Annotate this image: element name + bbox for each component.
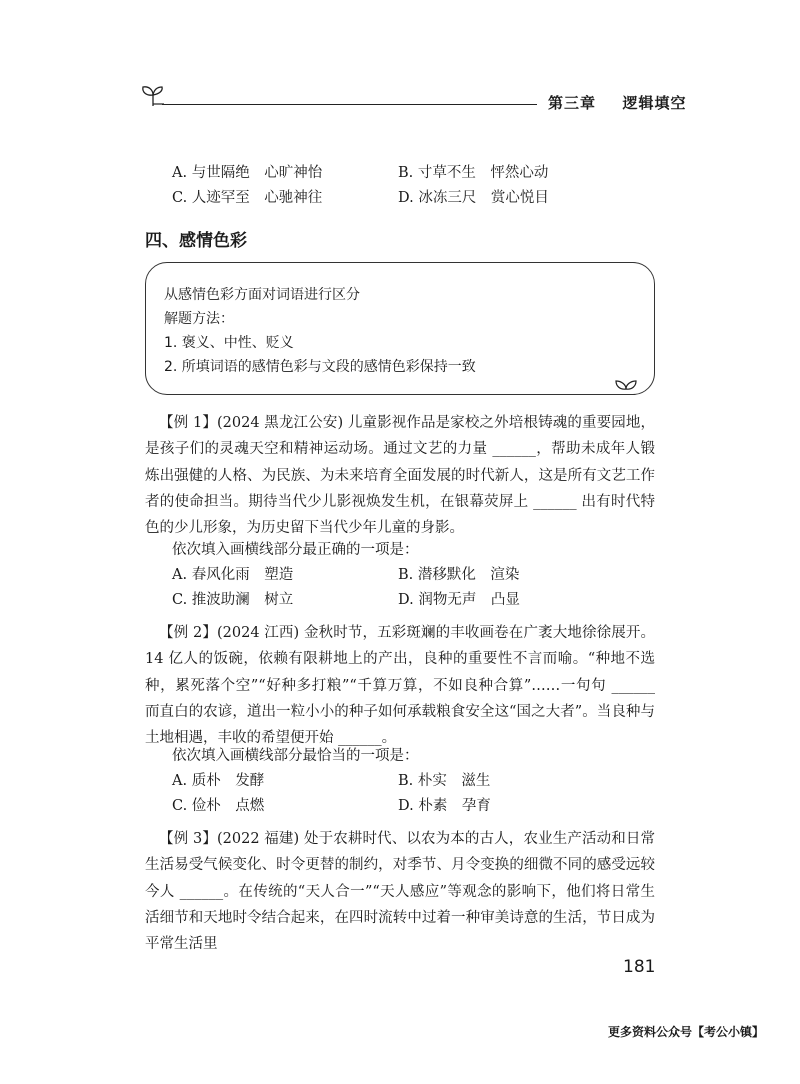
page-number: 181 [623, 957, 656, 977]
example-2-text: 【例 2】(2024 江西) 金秋时节，五彩斑斓的丰收画卷在广袤大地徐徐展开。14 亿人的饭碗，依赖有限耕地上的产出，良种的重要性不言而喻。“种地不选种，累死落个空”“好种多打粮”“千算万算，不如良种合算”……一句句 ______ 而直白的农谚，道出一粒小小的种子如何承载粮食安全这“国之大者”。当良种与土地相遇，丰收的希望便开始 ______。 [145, 625, 655, 747]
tip-item-2: 2. 所填词语的感情色彩与文段的感情色彩保持一致 [164, 359, 476, 375]
section-title: 四、感情色彩 [145, 231, 247, 251]
example-2-option-b: B. 朴实 滋生 [398, 773, 491, 789]
chapter-topic: 逻辑填空 [622, 94, 687, 112]
example-1-option-c: C. 推波助澜 树立 [172, 592, 294, 608]
example-1-option-d: D. 润物无声 凸显 [398, 592, 520, 608]
tip-item-1: 1. 褒义、中性、贬义 [164, 335, 294, 351]
example-2-question: 依次填入画横线部分最恰当的一项是： [172, 748, 419, 764]
tip-intro: 从感情色彩方面对词语进行区分 [164, 287, 360, 303]
prev-option-d: D. 冰冻三尺 赏心悦目 [398, 190, 549, 206]
prev-option-b: B. 寸草不生 怦然心动 [398, 165, 549, 181]
leaf-icon [614, 377, 638, 391]
chapter-heading [548, 92, 687, 113]
tip-method-label: 解题方法： [164, 311, 234, 327]
example-1-text: 【例 1】(2024 黑龙江公安) 儿童影视作品是家校之外培根铸魂的重要园地，是孩子们的灵魂天空和精神运动场。通过文艺的力量 ______，帮助未成年人锻炼出强健的人格、为民族、为未来培育全面发展的时代新人，这是所有文艺工作者的使命担当。期待当代少儿影视焕发生机，在银幕荧屏上 ______ 出有时代特色的少儿形象，为历史留下当代少年儿童的身影。 [145, 415, 655, 537]
prev-option-c: C. 人迹罕至 心驰神往 [172, 190, 323, 206]
example-1-question: 依次填入画横线部分最正确的一项是： [172, 542, 419, 558]
footer-note: 更多资料公众号【考公小镇】 [608, 1025, 765, 1039]
example-2-option-d: D. 朴素 孕育 [398, 798, 491, 814]
example-2-option-a: A. 质朴 发酵 [172, 773, 265, 789]
chapter-number: 第三章 [548, 94, 597, 112]
example-2-option-c: C. 俭朴 点燃 [172, 798, 265, 814]
example-1-option-b: B. 潜移默化 渲染 [398, 567, 520, 583]
example-3-text: 【例 3】(2022 福建) 处于农耕时代、以农为本的古人，农业生产活动和日常生活易受气候变化、时令更替的制约，对季节、月令变换的细微不同的感受远较今人 ______。在传统的“天人合一”“天人感应”等观念的影响下，他们将日常生活细节和天地时令结合起来，在四时流转中过着一种审美诗意的生活，节日成为平常生活里 [145, 831, 655, 953]
header-rule [162, 104, 537, 105]
prev-option-a: A. 与世隔绝 心旷神怡 [172, 165, 323, 181]
example-1-option-a: A. 春风化雨 塑造 [172, 567, 294, 583]
